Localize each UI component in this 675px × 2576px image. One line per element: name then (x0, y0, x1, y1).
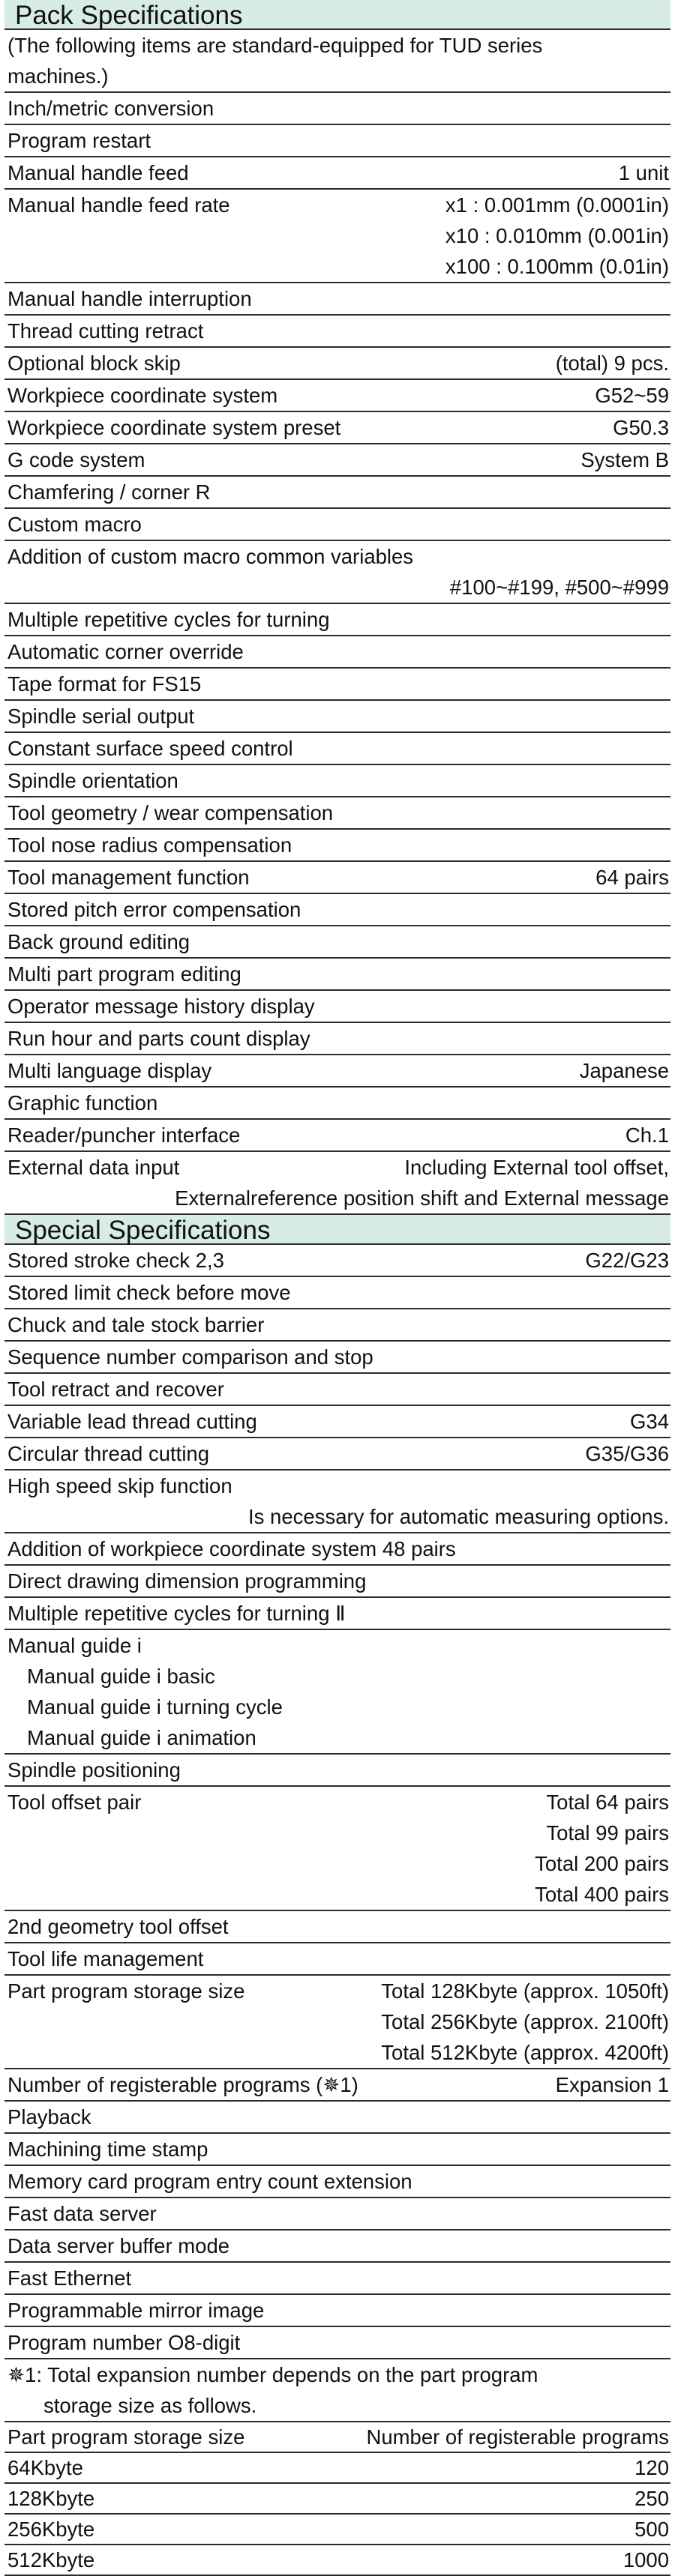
spec-row (4, 1976, 670, 2006)
table-row (4, 2545, 670, 2576)
spec-row (4, 477, 670, 507)
spec-row (4, 541, 670, 572)
spec-value: x1 : 0.001mm (0.0001in) (445, 193, 669, 217)
spec-label: Spindle positioning (8, 1758, 181, 1782)
spec-row (4, 444, 670, 475)
spec-label: Sequence number comparison and stop (8, 1345, 374, 1369)
spec-value: Total 99 pairs (546, 1821, 669, 1844)
spec-item (4, 926, 670, 959)
spec-item (4, 1309, 670, 1342)
spec-value: Total 256Kbyte (approx. 2100ft) (381, 2009, 669, 2033)
spec-item (4, 2069, 670, 2102)
spec-row (4, 509, 670, 540)
pack-spec-list (4, 93, 670, 1215)
spec-label: Spindle orientation (8, 768, 178, 792)
spec-item (4, 541, 670, 604)
spec-item (4, 604, 670, 636)
spec-row (4, 669, 670, 699)
spec-item (4, 1755, 670, 1787)
spec-row (4, 1533, 670, 1564)
spec-label: Addition of workpiece coordinate system 48 pairs (8, 1536, 456, 1560)
spec-label: Operator message history display (8, 994, 315, 1018)
spec-label: Run hour and parts count display (8, 1026, 310, 1050)
spec-item (4, 1342, 670, 1374)
spec-row (4, 1787, 670, 1818)
spec-row (4, 316, 670, 346)
spec-row (4, 604, 670, 635)
spec-label: Multi part program editing (8, 962, 242, 986)
spec-item (4, 1943, 670, 1976)
spec-value-row (4, 1879, 670, 1910)
spec-value-row (4, 220, 670, 251)
spec-item (4, 991, 670, 1023)
spec-row (4, 1438, 670, 1469)
spec-value: Total 200 pairs (535, 1851, 669, 1875)
spec-value: Including External tool offset, (404, 1155, 669, 1179)
spec-value: Total 64 pairs (546, 1790, 669, 1814)
spec-row (4, 2295, 670, 2326)
spec-item (4, 1787, 670, 1911)
footnote-line: ✵1: Total expansion number depends on the part program (8, 2363, 538, 2386)
spec-row (4, 1309, 670, 1340)
spec-row (4, 125, 670, 156)
spec-label: Tool retract and recover (8, 1377, 224, 1401)
spec-row (4, 701, 670, 732)
spec-value: Externalreference position shift and External message (175, 1186, 669, 1210)
spec-item (4, 380, 670, 412)
spec-label: Stored stroke check 2,3 (8, 1248, 224, 1272)
spec-item (4, 1023, 670, 1055)
spec-label: Stored pitch error compensation (8, 897, 302, 921)
spec-row (4, 830, 670, 860)
spec-subitem (4, 1661, 670, 1692)
spec-item (4, 412, 670, 444)
spec-item (4, 1976, 670, 2069)
spec-value-row (4, 1848, 670, 1879)
spec-label: Programmable mirror image (8, 2298, 265, 2322)
spec-item (4, 2327, 670, 2359)
spec-item (4, 797, 670, 830)
spec-item (4, 1598, 670, 1630)
table-header-programs: Number of registerable programs (366, 2425, 669, 2449)
spec-item (4, 93, 670, 125)
special-spec-list (4, 1245, 670, 2359)
spec-label: Manual handle interruption (8, 286, 252, 310)
spec-value: Total 512Kbyte (approx. 4200ft) (381, 2040, 669, 2064)
spec-label: Chamfering / corner R (8, 480, 211, 504)
spec-item (4, 1055, 670, 1088)
spec-item (4, 190, 670, 283)
spec-label: Data server buffer mode (8, 2233, 230, 2257)
spec-item (4, 348, 670, 380)
spec-row (4, 2134, 670, 2165)
spec-label: External data input (8, 1155, 180, 1179)
spec-value: Expansion 1 (555, 2072, 669, 2096)
spec-label: Reader/puncher interface (8, 1123, 241, 1147)
spec-item (4, 669, 670, 701)
spec-item (4, 1630, 670, 1755)
spec-item (4, 2166, 670, 2198)
spec-item (4, 1438, 670, 1471)
spec-label: Multiple repetitive cycles for turning (8, 607, 330, 631)
spec-subitem-label: Manual guide i turning cycle (27, 1695, 283, 1719)
spec-label: Multiple repetitive cycles for turning Ⅱ (8, 1601, 346, 1625)
spec-item (4, 1374, 670, 1406)
spec-value-row (4, 1183, 670, 1213)
spec-row (4, 1566, 670, 1596)
spec-label: Stored limit check before move (8, 1280, 291, 1304)
spec-item (4, 894, 670, 926)
spec-value: x10 : 0.010mm (0.001in) (445, 223, 669, 247)
spec-label: Tool offset pair (8, 1790, 142, 1814)
spec-value: G34 (630, 1409, 669, 1433)
spec-row (4, 1277, 670, 1308)
spec-row (4, 1943, 670, 1974)
spec-label: Addition of custom macro common variables (8, 544, 414, 568)
spec-item (4, 1120, 670, 1152)
pack-intro (4, 30, 670, 93)
spec-label: Playback (8, 2105, 92, 2129)
spec-row (4, 2166, 670, 2197)
spec-row (4, 2102, 670, 2132)
spec-item (4, 2230, 670, 2263)
spec-label: Automatic corner override (8, 639, 244, 663)
spec-value: Is necessary for automatic measuring options. (248, 1504, 669, 1528)
spec-label: Thread cutting retract (8, 319, 204, 343)
spec-value: G22/G23 (585, 1248, 669, 1272)
spec-label: Spindle serial output (8, 704, 195, 728)
spec-item (4, 1533, 670, 1566)
spec-label: Graphic function (8, 1091, 158, 1114)
spec-label: G code system (8, 447, 146, 471)
spec-label: Program number O8-digit (8, 2330, 241, 2354)
spec-label: Tool life management (8, 1946, 204, 1970)
spec-label: Workpiece coordinate system preset (8, 415, 341, 439)
spec-row (4, 636, 670, 667)
spec-row (4, 2230, 670, 2261)
spec-row (4, 380, 670, 411)
spec-value: Ch.1 (625, 1123, 669, 1147)
spec-row (4, 283, 670, 314)
spec-value-row (4, 1501, 670, 1532)
spec-item (4, 2263, 670, 2295)
spec-value-row (4, 572, 670, 603)
spec-value: System B (580, 447, 669, 471)
spec-item (4, 862, 670, 894)
spec-row (4, 1088, 670, 1118)
spec-row (4, 2069, 670, 2100)
spec-item (4, 1471, 670, 1533)
spec-row (4, 1630, 670, 1661)
spec-label: Number of registerable programs (✵1) (8, 2072, 358, 2096)
spec-item (4, 2295, 670, 2327)
spec-item (4, 283, 670, 316)
spec-row (4, 2263, 670, 2293)
spec-value: G50.3 (613, 415, 669, 439)
spec-item (4, 733, 670, 765)
spec-label: Manual handle feed (8, 160, 189, 184)
table-body (4, 2453, 670, 2576)
spec-row (4, 733, 670, 764)
intro-line: (The following items are standard-equipped for TUD series (8, 34, 543, 57)
spec-label: Inch/metric conversion (8, 96, 214, 120)
spec-label: Tool management function (8, 865, 250, 889)
spec-value: Total 400 pairs (535, 1882, 669, 1906)
spec-item (4, 959, 670, 991)
spec-item (4, 157, 670, 190)
spec-label: Tool nose radius compensation (8, 833, 292, 857)
spec-row (4, 862, 670, 893)
spec-item (4, 636, 670, 669)
table-row (4, 2515, 670, 2545)
spec-item (4, 1245, 670, 1277)
spec-row (4, 926, 670, 957)
spec-row (4, 1374, 670, 1405)
spec-row (4, 348, 670, 378)
special-specifications-heading: Special Specifications (4, 1215, 670, 1245)
spec-row (4, 1471, 670, 1501)
spec-label: Variable lead thread cutting (8, 1409, 257, 1433)
spec-label: Program restart (8, 128, 152, 152)
spec-label: Manual handle feed rate (8, 193, 230, 217)
spec-row (4, 1055, 670, 1086)
spec-item (4, 1152, 670, 1215)
spec-row (4, 1598, 670, 1629)
spec-value: #100~#199, #500~#999 (449, 575, 669, 599)
spec-row (4, 2327, 670, 2358)
intro-line: machines.) (8, 64, 109, 88)
spec-label: Manual guide i (8, 1633, 142, 1657)
table-header-storage: Part program storage size (8, 2425, 245, 2449)
spec-label: Multi language display (8, 1058, 212, 1082)
spec-row (4, 1023, 670, 1054)
spec-value: G35/G36 (585, 1441, 669, 1465)
spec-label: Tape format for FS15 (8, 672, 202, 696)
spec-row (4, 1342, 670, 1372)
table-header-row (4, 2422, 670, 2453)
spec-value: (total) 9 pcs. (555, 351, 669, 375)
spec-item (4, 444, 670, 477)
spec-item (4, 1277, 670, 1309)
spec-row (4, 1755, 670, 1785)
spec-item (4, 509, 670, 541)
spec-row (4, 1152, 670, 1183)
table-cell-programs: 1000 (622, 2548, 669, 2572)
footnote (4, 2359, 670, 2422)
spec-item (4, 316, 670, 348)
spec-item (4, 477, 670, 509)
spec-row (4, 412, 670, 443)
spec-label: Constant surface speed control (8, 736, 293, 760)
spec-subitem-label: Manual guide i basic (27, 1664, 215, 1688)
spec-value: 1 unit (618, 160, 669, 184)
spec-row (4, 1245, 670, 1276)
table-row (4, 2484, 670, 2515)
spec-item (4, 701, 670, 733)
spec-label: Circular thread cutting (8, 1441, 210, 1465)
spec-label: Part program storage size (8, 1979, 245, 2003)
spec-label: Memory card program entry count extension (8, 2169, 412, 2193)
spec-subitem-label: Manual guide i animation (27, 1725, 256, 1749)
spec-item (4, 2102, 670, 2134)
spec-value: Total 128Kbyte (approx. 1050ft) (381, 1979, 669, 2003)
spec-row (4, 991, 670, 1022)
spec-label: Direct drawing dimension programming (8, 1569, 367, 1593)
spec-label: High speed skip function (8, 1473, 232, 1497)
spec-row (4, 1406, 670, 1437)
spec-label: 2nd geometry tool offset (8, 1914, 229, 1938)
spec-row (4, 190, 670, 220)
spec-row (4, 797, 670, 828)
spec-item (4, 1088, 670, 1120)
spec-item (4, 765, 670, 797)
spec-value-row (4, 2006, 670, 2037)
spec-row (4, 959, 670, 989)
spec-row (4, 2198, 670, 2229)
spec-value: x100 : 0.100mm (0.01in) (445, 254, 669, 278)
spec-label: Custom macro (8, 512, 142, 536)
table-cell-storage: 256Kbyte (8, 2517, 95, 2541)
spec-label: Tool geometry / wear compensation (8, 800, 334, 824)
spec-item (4, 125, 670, 157)
table-cell-storage: 64Kbyte (8, 2455, 83, 2479)
table-cell-programs: 500 (634, 2517, 669, 2541)
spec-row (4, 894, 670, 925)
spec-label: Workpiece coordinate system (8, 383, 278, 407)
spec-value: 64 pairs (596, 865, 669, 889)
spec-item (4, 2134, 670, 2166)
spec-row (4, 93, 670, 124)
spec-value-row (4, 1818, 670, 1848)
spec-value: Japanese (579, 1058, 669, 1082)
spec-label: Fast Ethernet (8, 2266, 132, 2290)
spec-value: G52~59 (595, 383, 669, 407)
spec-item (4, 830, 670, 862)
footnote-line: storage size as follows. (44, 2394, 257, 2417)
table-cell-programs: 250 (634, 2486, 669, 2510)
table-cell-programs: 120 (634, 2455, 669, 2479)
spec-subitem (4, 1692, 670, 1722)
spec-label: Machining time stamp (8, 2137, 208, 2161)
spec-label: Chuck and tale stock barrier (8, 1312, 265, 1336)
spec-label: Back ground editing (8, 929, 190, 953)
spec-item (4, 1566, 670, 1598)
spec-item (4, 1911, 670, 1943)
spec-row (4, 1120, 670, 1150)
spec-item (4, 1406, 670, 1438)
storage-table (4, 2422, 670, 2576)
spec-value-row (4, 251, 670, 282)
table-cell-storage: 512Kbyte (8, 2548, 95, 2572)
pack-specifications-heading: Pack Specifications (4, 0, 670, 30)
spec-row (4, 1911, 670, 1942)
spec-subitem (4, 1722, 670, 1753)
table-cell-storage: 128Kbyte (8, 2486, 95, 2510)
spec-row (4, 157, 670, 188)
spec-row (4, 765, 670, 796)
spec-item (4, 2198, 670, 2230)
spec-label: Optional block skip (8, 351, 181, 375)
spec-label: Fast data server (8, 2201, 157, 2225)
spec-value-row (4, 2037, 670, 2068)
